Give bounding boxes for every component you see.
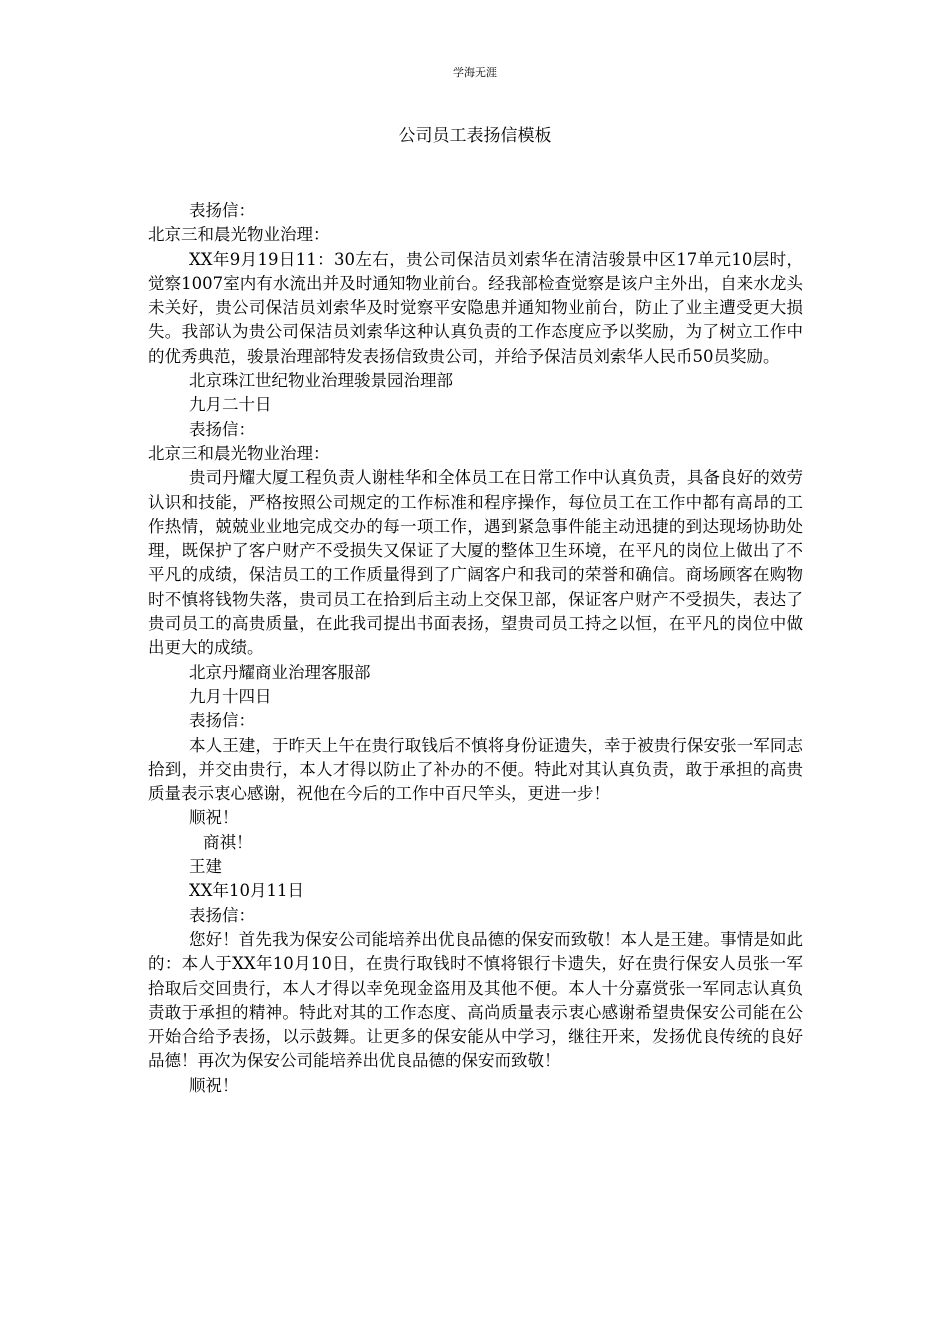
paragraph: 您好！首先我为保安公司能培养出优良品德的保安而致敬！本人是王建。事情是如此的：本人于XX年10月10日，在贵行取钱时不慎将银行卡遗失，好在贵行保安人员张一军拾取后交回贵行，本人才得以幸免现金盗用及其他不便。本人十分嘉赏张一军同志认真负责敢于承担的精神。特此对其的工作态度、高尚质量表示衷心感谢希望贵保安公司能在公开始合给予表扬，以示鼓舞。让更多的保安能从中学习，继往开来，发扬优良传统的良好品德！再次为保安公司能培养出优良品德的保安而致敬！ [148, 929, 803, 1071]
paragraph: 九月十四日 [189, 686, 272, 706]
paragraph: XX年9月19日11：30左右，贵公司保洁员刘索华在清洁骏景中区17单元10层时，觉察1007室内有水流出并及时通知物业前台。经我部检查觉察是该户主外出，自来水龙头未关好，贵公司保洁员刘索华及时觉察平安隐患并通知物业前台，防止了业主遭受更大损失。我部认为贵公司保洁员刘索华这种认真负责的工作态度应予以奖励，为了树立工作中的优秀典范，骏景治理部特发表扬信致贵公司，并给予保洁员刘索华人民币50员奖励。 [148, 249, 803, 366]
paragraph: 顺祝！ [189, 1075, 239, 1095]
paragraph: 表扬信： [189, 711, 255, 731]
paragraph: 本人王建，于昨天上午在贵行取钱后不慎将身份证遗失，幸于被贵行保安张一军同志拾到，并交由贵行，本人才得以防止了补办的不便。特此对其认真负责，敢于承担的高贵质量表示衷心感谢，祝他在今后的工作中百尺竿头，更进一步！ [148, 735, 803, 804]
document-body [148, 199, 803, 1098]
paragraph: 北京三和晨光物业治理： [148, 443, 330, 463]
paragraph: 王建 [189, 857, 222, 877]
paragraph: 表扬信： [189, 201, 255, 220]
paragraph: 北京珠江世纪物业治理骏景园治理部 [189, 371, 453, 391]
paragraph: 北京三和晨光物业治理： [148, 225, 330, 245]
paragraph: 商祺！ [203, 832, 253, 852]
paragraph: 贵司丹耀大厦工程负责人谢桂华和全体员工在日常工作中认真负责，具备良好的效劳认识和技能，严格按照公司规定的工作标准和程序操作，每位员工在工作中都有高昂的工作热情，兢兢业业地完成交办的每一项工作，遇到紧急事件能主动迅捷的到达现场协助处理，既保护了客户财产不受损失又保证了大厦的整体卫生环境，在平凡的岗位上做出了不平凡的成绩，保洁员工的工作质量得到了广阔客户和我司的荣誉和确信。商场顾客在购物时不慎将钱物失落，贵司员工在拾到后主动上交保卫部，保证客户财产不受损失，表达了贵司员工的高贵质量，在此我司提出书面表扬，望贵司员工持之以恒，在平凡的岗位中做出更大的成绩。 [148, 468, 803, 658]
paragraph: 顺祝！ [189, 808, 239, 828]
paragraph: XX年10月11日 [189, 881, 304, 901]
paragraph: 表扬信： [189, 905, 255, 925]
paragraph: 北京丹耀商业治理客服部 [189, 662, 371, 682]
paragraph: 表扬信： [189, 419, 255, 439]
document-title: 公司员工表扬信模板 [398, 126, 552, 146]
paragraph: 九月二十日 [189, 395, 272, 415]
page-header-mark: 学海无涯 [453, 66, 497, 79]
